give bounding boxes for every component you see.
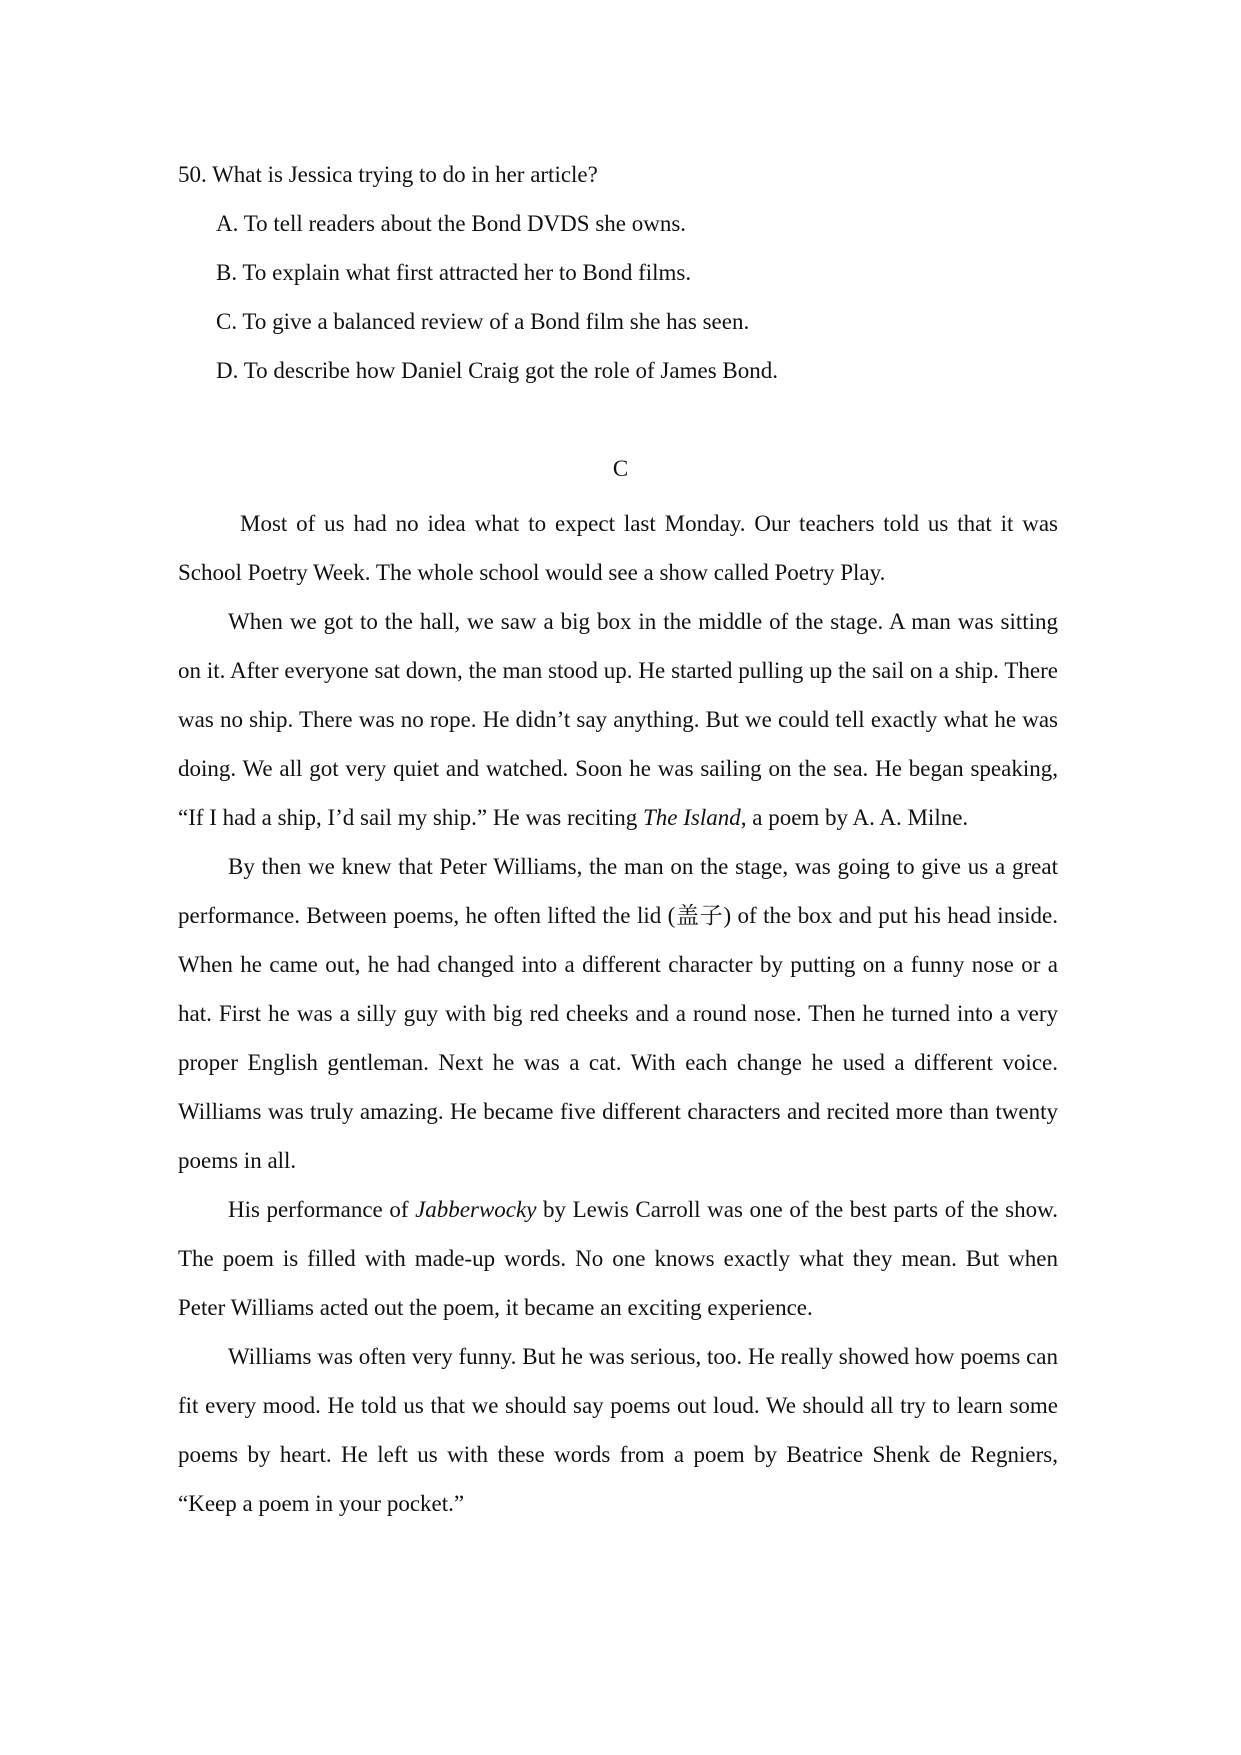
paragraph-4-text-end: by Lewis Carroll was one of the best parts of the show. The poem is filled with made-up words. No one knows exactly what they mean. But when Peter Williams acted out the poem, it became an exciting experience. [178, 1197, 1058, 1320]
reading-passage [178, 499, 1058, 1528]
option-d: D. To describe how Daniel Craig got the role of James Bond. [216, 358, 778, 383]
paragraph-3: By then we knew that Peter Williams, the man on the stage, was going to give us a great performance. Between poems, he often lifted the lid (盖子) of the box and put his head inside. When he came out, he had changed into a different character by putting on a funny nose or a hat. First he was a silly guy with big red cheeks and a round nose. Then he turned into a very proper English gentleman. Next he was a cat. With each change he used a different voice. Williams was truly amazing. He became five different characters and recited more than twenty poems in all. [178, 854, 1058, 1173]
section-heading: C [612, 456, 629, 481]
paragraph-2-text-end: , a poem by A. A. Milne. [740, 805, 969, 830]
poem-title-the-island: The Island [642, 805, 741, 830]
paragraph-1: Most of us had no idea what to expect last Monday. Our teachers told us that it was School Poetry Week. The whole school would see a show called Poetry Play. [178, 511, 1058, 585]
paragraph-2-text: When we got to the hall, we saw a big box in the middle of the stage. A man was sitting on it. After everyone sat down, the man stood up. He started pulling up the sail on a ship. There was no ship. There was no rope. He didn’t say anything. But we could tell exactly what he was doing. We all got very quiet and watched. Soon he was sailing on the sea. He began speaking, “If I had a ship, I’d sail my ship.” He was reciting [178, 609, 1058, 830]
paragraph-4 [178, 1185, 1058, 1332]
question-stem: 50. What is Jessica trying to do in her article? [178, 162, 598, 187]
answer-options [178, 209, 1058, 386]
option-c: C. To give a balanced review of a Bond film she has seen. [216, 309, 750, 334]
question-50 [178, 160, 1058, 405]
poem-title-jabberwocky: Jabberwocky [415, 1197, 537, 1222]
option-a: A. To tell readers about the Bond DVDS she owns. [216, 211, 687, 236]
paragraph-5: Williams was often very funny. But he was serious, too. He really showed how poems can fit every mood. He told us that we should say poems out loud. We should all try to learn some poems by heart. He left us with these words from a poem by Beatrice Shenk de Regniers, “Keep a poem in your pocket.” [178, 1344, 1058, 1516]
option-b: B. To explain what first attracted her to Bond films. [216, 260, 692, 285]
paragraph-2 [178, 597, 1058, 842]
paragraph-4-text: His performance of [228, 1197, 416, 1222]
